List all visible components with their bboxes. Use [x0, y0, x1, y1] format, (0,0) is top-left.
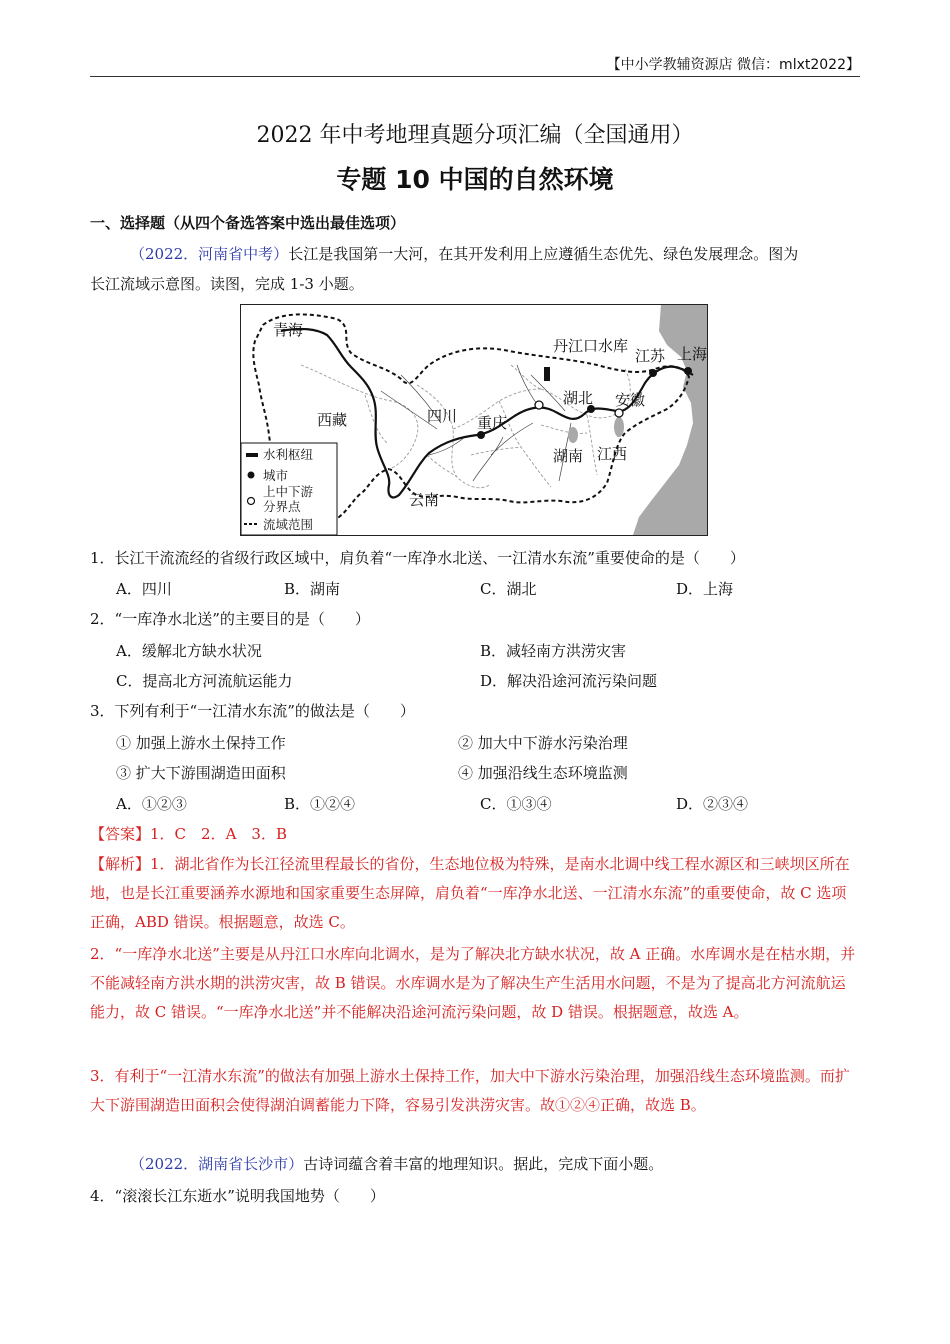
danjiangkou-dam-marker [544, 367, 550, 381]
label-qinghai: 青海 [273, 321, 304, 339]
q3-item-4: ④ 加强沿线生态环境监测 [458, 764, 628, 782]
analysis-label: 【解析】 [90, 855, 151, 873]
label-jiangxi: 江西 [597, 445, 628, 463]
q3-option-b: B．①②④ [284, 795, 356, 813]
legend-divide-symbol [248, 498, 255, 505]
q3-item-1: ① 加强上游水土保持工作 [116, 734, 286, 752]
label-hunan: 湖南 [553, 447, 584, 465]
analysis-text-1: 1．湖北省作为长江径流里程最长的省份，生态地位极为特殊，是南水北调中线工程水源区和三峡坝区所在地，也是长江重要涵养水源地和国家重要生态屏障，肩负着“一库净水北送、一江清水东流”的重要使命，故 C 选项正确，ABD 错误。根据题意，故选 C。 [90, 855, 850, 931]
legend-city-symbol [248, 472, 255, 479]
label-hubei: 湖北 [563, 389, 594, 407]
city-nanjing [649, 369, 657, 377]
answer-text: 1．C 2．A 3．B [150, 825, 287, 843]
label-chongqing: 重庆 [477, 414, 508, 432]
intro-2-text: 古诗词蕴含着丰富的地理知识。据此，完成下面小题。 [303, 1155, 664, 1173]
q3-option-c: C．①③④ [480, 795, 552, 813]
province-boundaries [301, 365, 630, 488]
q1-option-c: C．湖北 [480, 580, 537, 598]
q3-item-2: ② 加大中下游水污染治理 [458, 734, 628, 752]
document-subtitle: 专题 10 中国的自然环境 [336, 165, 614, 194]
label-xizang: 西藏 [317, 411, 348, 429]
analysis-paragraph-3: 3．有利于“一江清水东流”的做法有加强上游水土保持工作，加大中下游水污染治理，加强沿线生态环境监测。而扩大下游围湖造田面积会使得湖泊调蓄能力下降，容易引发洪涝灾害。故①②④正确，故选 B。 [90, 1067, 850, 1114]
legend-divide-label-b: 分界点 [263, 499, 301, 514]
intro-1-line-1 [130, 244, 860, 264]
tributaries [381, 365, 571, 481]
divide-point-hukou [615, 409, 623, 417]
poyang-lake [614, 417, 624, 437]
dongting-lake [568, 427, 578, 443]
document-title: 2022 年中考地理真题分项汇编（全国通用） [256, 123, 694, 148]
label-jiangsu: 江苏 [635, 347, 666, 365]
label-yunnan: 云南 [409, 491, 440, 509]
intro-1-source: （2022．河南省中考） [130, 245, 289, 263]
q2-option-d: D．解决沿途河流污染问题 [480, 672, 658, 690]
header-rule [90, 76, 860, 77]
legend-dam-symbol [246, 453, 258, 457]
q3-option-d: D．②③④ [676, 795, 749, 813]
legend-city-label: 城市 [263, 468, 289, 483]
intro-1-line-2: 长江流域示意图。读图，完成 1-3 小题。 [90, 275, 364, 293]
section-heading: 一、选择题（从四个备选答案中选出最佳选项） [90, 214, 406, 232]
q3-option-a: A．①②③ [116, 795, 187, 813]
question-2-stem: 2．“一库净水北送”的主要目的是（ ） [90, 610, 370, 628]
legend-basin-label: 流域范围 [263, 517, 314, 532]
q1-option-b: B．湖南 [284, 580, 341, 598]
label-danjiangkou: 丹江口水库 [553, 337, 629, 355]
map-legend [241, 443, 337, 535]
q2-option-c: C．提高北方河流航运能力 [116, 672, 293, 690]
label-shanghai: 上海 [677, 345, 707, 363]
question-1-stem: 1．长江干流流经的省级行政区域中，肩负着“一库净水北送、一江清水东流”重要使命的是（ ） [90, 549, 745, 567]
question-3-stem: 3．下列有利于“一江清水东流”的做法是（ ） [90, 702, 415, 720]
q2-option-b: B．减轻南方洪涝灾害 [480, 642, 627, 660]
map-svg [241, 305, 707, 535]
intro-2-line [130, 1154, 860, 1174]
answer-line [90, 824, 860, 844]
header-tag: 【中小学教辅资源店 微信：mlxt2022】 [606, 57, 860, 73]
legend-divide-label-a: 上中下游 [263, 484, 314, 499]
q2-option-a: A．缓解北方缺水状况 [116, 642, 262, 660]
legend-dam-label: 水利枢纽 [263, 447, 314, 462]
yangtze-basin-map [240, 304, 708, 536]
q1-option-a: A．四川 [116, 580, 172, 598]
sea-area [633, 305, 707, 535]
label-anhui: 安徽 [615, 391, 646, 409]
divide-point-yichang [535, 401, 543, 409]
city-shanghai [684, 367, 692, 375]
analysis-paragraph-1 [90, 850, 860, 937]
intro-1-text-a: 长江是我国第一大河，在其开发利用上应遵循生态优先、绿色发展理念。图为 [288, 245, 799, 263]
analysis-paragraph-2: 2．“一库净水北送”主要是从丹江口水库向北调水，是为了解决北方缺水状况，故 A 正确。水库调水是在枯水期，并不能减轻南方洪水期的洪涝灾害，故 B 错误。水库调水是为了解决生产生活用水问题，不是为了提高北方河流航运能力，故 C 错误。“一库净水北送”并不能解决沿途河流污染问题，故 D 错误。根据题意，故选 A。 [90, 945, 856, 1021]
label-sichuan: 四川 [427, 407, 458, 425]
q3-item-3: ③ 扩大下游围湖造田面积 [116, 764, 286, 782]
answer-label: 【答案】 [90, 825, 151, 843]
city-chongqing [477, 431, 485, 439]
intro-2-source: （2022．湖南省长沙市） [130, 1155, 304, 1173]
q1-option-d: D．上海 [676, 580, 734, 598]
question-4-stem: 4．“滚滚长江东逝水”说明我国地势（ ） [90, 1187, 385, 1205]
